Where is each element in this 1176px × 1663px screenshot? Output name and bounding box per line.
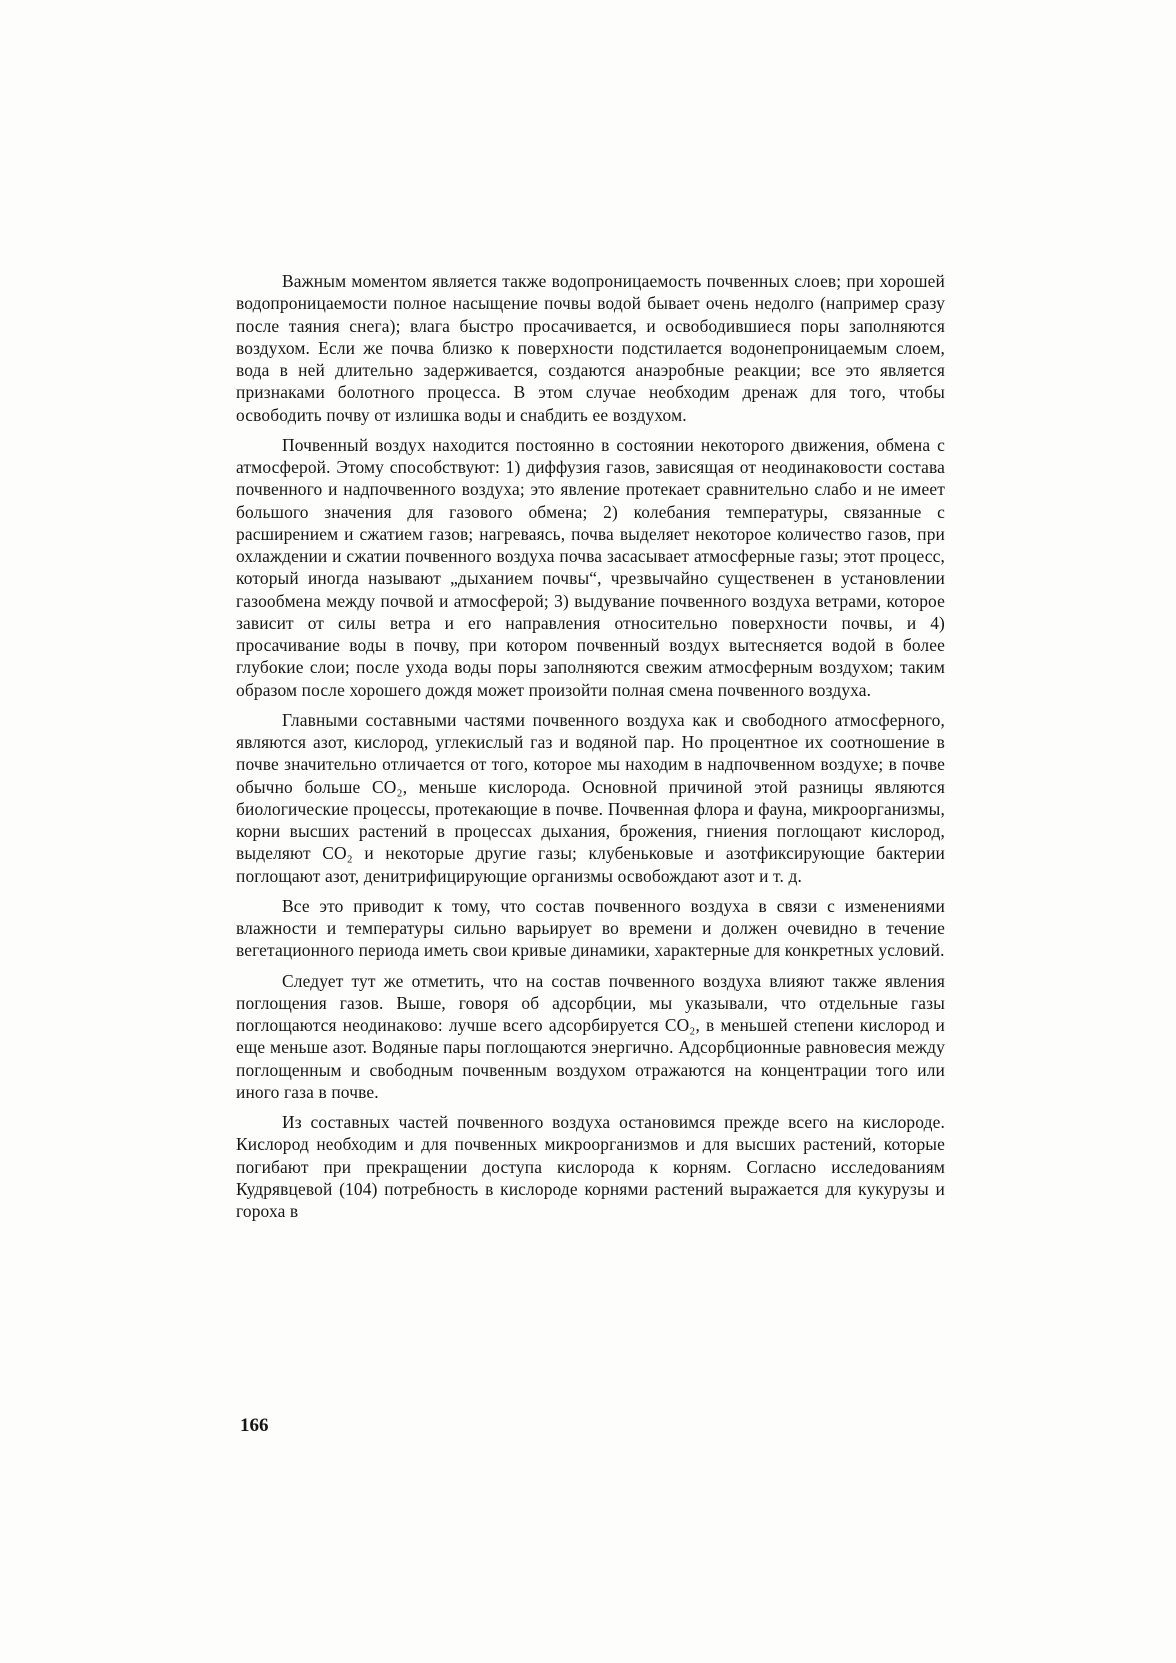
paragraph-3: Главными составными частями почвенного воздуха как и свободного атмосферного, являются азот, кислород, углекислый газ и водяной пар. Но процентное их соотношение в почве значительно отличается от того, которое мы находим в надпочвенном воздухе; в почве обычно больше CO₂, меньше кислорода. Основной причиной этой разницы являются биологические процессы, протекающие в почве. Почвенная флора и фауна, микроорганизмы, корни высших растений в процессах дыхания, брожения, гниения поглощают кислород, выделяют CO₂ и некоторые другие газы; клубеньковые и азотфиксирующие бактерии поглощают азот, денитрифицирующие организмы освобождают азот и т. д. (236, 709, 945, 886)
paragraph-6: Из составных частей почвенного воздуха остановимся прежде всего на кислороде. Кислород необходим и для почвенных микроорганизмов и для высших растений, которые погибают при прекращении доступа кислорода к корням. Согласно исследованиям Кудрявцевой (104) потребность в кислороде корнями растений выражается для кукурузы и гороха в (236, 1112, 945, 1221)
paragraph-1: Важным моментом является также водопроницаемость почвенных слоев; при хорошей водопроницаемости полное насыщение почвы водой бывает очень недолго (например сразу после таяния снега); влага быстро просачивается, и освободившиеся поры заполняются воздухом. Если же почва близко к поверхности подстилается водонепроницаемым слоем, вода в ней длительно задерживается, создаются анаэробные реакции; все это является признаками болотного процесса. В этом случае необходим дренаж для того, чтобы освободить почву от излишка воды и снабдить ее воздухом. (236, 271, 945, 425)
paragraph-5: Следует тут же отметить, что на состав почвенного воздуха влияют также явления поглощения газов. Выше, говоря об адсорбции, мы указывали, что отдельные газы поглощаются неодинаково: лучше всего адсорбируется CO₂, в меньшей степени кислород и еще меньше азот. Водяные пары поглощаются энергично. Адсорбционные равновесия между поглощенным и свободным почвенным воздухом отражаются на концентрации того или иного газа в почве. (236, 970, 945, 1102)
page-number: 166 (240, 1415, 269, 1436)
paragraph-2: Почвенный воздух находится постоянно в состоянии некоторого движения, обмена с атмосферой. Этому способствуют: 1) диффузия газов, зависящая от неодинаковости состава почвенного и надпочвенного воздуха; это явление протекает сравнительно слабо и не имеет большого значения для газового обмена; 2) колебания температуры, связанные с расширением и сжатием газов; нагреваясь, почва выделяет некоторое количество газов, при охлаждении и сжатии почвенного воздуха почва засасывает атмосферные газы; этот процесс, который иногда называют „дыханием почвы“, чрезвычайно существенен в установлении газообмена между почвой и атмосферой; 3) выдувание почвенного воздуха ветрами, которое зависит от силы ветра и его направления относительно поверхности почвы, и 4) просачивание воды в почву, при котором почвенный воздух вытесняется водой в более глубокие слои; после ухода воды поры заполняются свежим атмосферным воздухом; таким образом после хорошего дождя может произойти полная смена почвенного воздуха. (236, 434, 945, 700)
paragraph-4: Все это приводит к тому, что состав почвенного воздуха в связи с изменениями влажности и температуры сильно варьирует во времени и должен очевидно в течение вегетационного периода иметь свои кривые динамики, характерные для конкретных условий. (236, 895, 945, 961)
body-text (236, 270, 945, 1230)
